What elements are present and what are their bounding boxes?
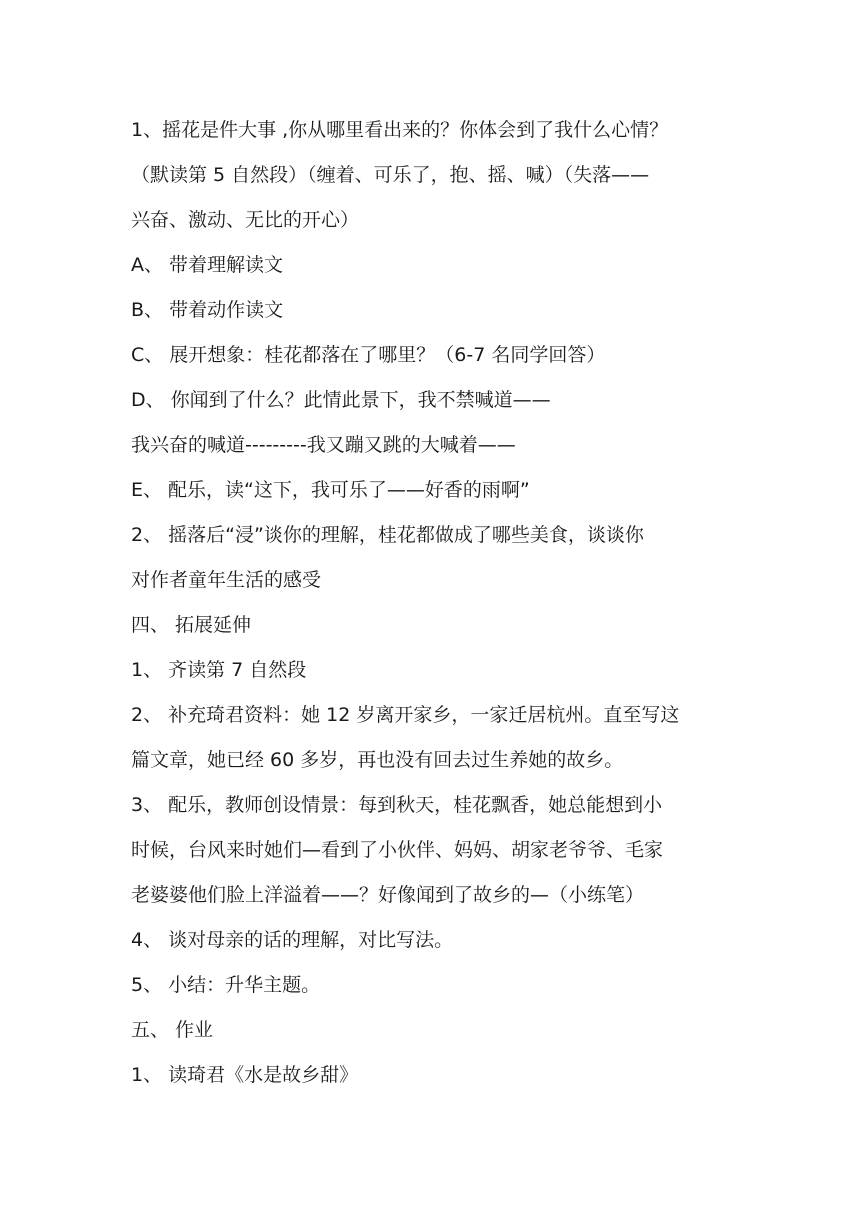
list-item-4: 4、 谈对母亲的话的理解，对比写法。	[131, 929, 454, 951]
text-line: （默读第 5 自然段）（缠着、可乐了，抱、摇、喊）（失落——	[131, 164, 650, 186]
text-line: 时候，台风来时她们—看到了小伙伴、妈妈、胡家老爷爷、毛家	[131, 839, 664, 861]
list-item-2: 2、 补充琦君资料：她 12 岁离开家乡，一家迁居杭州。直至写这	[131, 704, 680, 726]
text-line: 老婆婆他们脸上洋溢着——？好像闻到了故乡的—（小练笔）	[131, 884, 645, 906]
list-item-b: B、 带着动作读文	[131, 299, 284, 321]
list-item-e: E、 配乐，读“这下，我可乐了——好香的雨啊”	[131, 479, 530, 501]
text-line: 1、摇花是件大事 ,你从哪里看出来的？你体会到了我什么心情？	[131, 119, 669, 141]
document-body	[131, 108, 735, 1098]
list-item-1: 1、 读琦君《水是故乡甜》	[131, 1064, 359, 1086]
list-item-2: 2、 摇落后“浸”谈你的理解，桂花都做成了哪些美食，谈谈你	[131, 524, 644, 546]
list-item-a: A、 带着理解读文	[131, 254, 284, 276]
text-line: 篇文章，她已经 60 多岁，再也没有回去过生养她的故乡。	[131, 749, 624, 771]
list-item-1: 1、 齐读第 7 自然段	[131, 659, 307, 681]
section-heading-5: 五、 作业	[131, 1019, 214, 1041]
list-item-c: C、 展开想象：桂花都落在了哪里？（6-7 名同学回答）	[131, 344, 606, 366]
text-line: 我兴奋的喊道---------我又蹦又跳的大喊着——	[131, 434, 516, 456]
section-heading-4: 四、 拓展延伸	[131, 614, 252, 636]
list-item-d: D、 你闻到了什么？此情此景下，我不禁喊道——	[131, 389, 551, 411]
list-item-5: 5、 小结：升华主题。	[131, 974, 321, 996]
list-item-3: 3、 配乐，教师创设情景：每到秋天，桂花飘香，她总能想到小	[131, 794, 663, 816]
text-line: 对作者童年生活的感受	[131, 569, 322, 591]
text-line: 兴奋、激动、无比的开心）	[131, 209, 360, 231]
